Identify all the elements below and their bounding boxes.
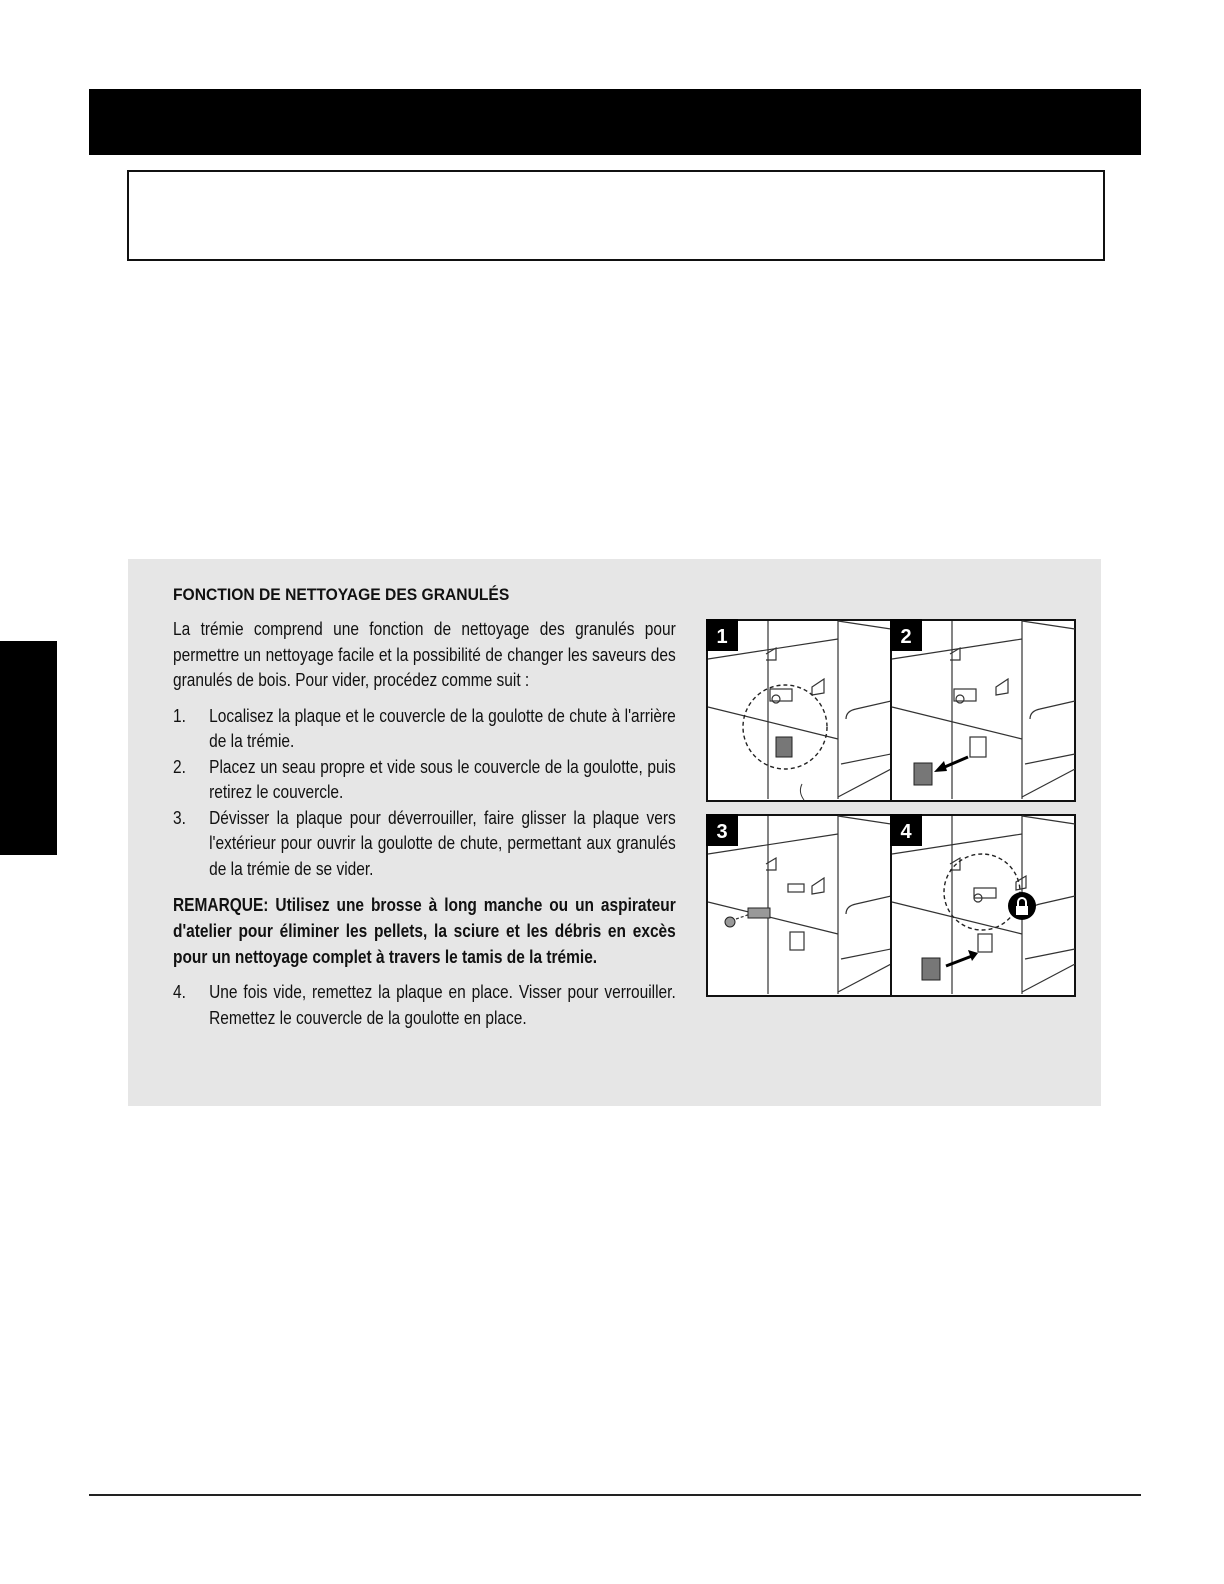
chute-cover-remove-illustration-icon (890, 619, 1076, 802)
plate-lock-illustration-icon (890, 814, 1076, 997)
figure-3 (706, 814, 892, 997)
figure-label: 3 (716, 821, 728, 843)
step-text: Une fois vide, remettez la plaque en place. Visser pour verrouiller. Remettez le couvercle de la goulotte en place. (209, 982, 676, 1028)
empty-notice-box (127, 170, 1105, 261)
figure-label: 4 (900, 821, 912, 843)
list-item (173, 806, 676, 883)
step-number: 3. (173, 807, 186, 828)
step-number: 4. (173, 982, 186, 1002)
intro-paragraph: La trémie comprend une fonction de nettoyage des granulés pour permettre un nettoyage facile et la possibilité de changer les saveurs des granulés de bois. Pour vider, procédez comme suit : (173, 619, 676, 690)
instructions-column (173, 585, 677, 1031)
figure-4 (890, 814, 1076, 997)
list-item (173, 704, 676, 755)
list-item (173, 980, 676, 1031)
section-side-tab (0, 641, 57, 855)
figure-label: 1 (716, 626, 728, 648)
figure-label: 2 (900, 626, 912, 648)
final-steps-list (173, 980, 677, 1031)
figure-1 (706, 619, 892, 802)
step-text: Localisez la plaque et le couvercle de la goulotte de chute à l'arrière de la trémie. (209, 705, 676, 751)
section-heading: FONCTION DE NETTOYAGE DES GRANULÉS (173, 585, 510, 604)
chute-locate-illustration-icon (706, 619, 892, 802)
remark-note: REMARQUE: Utilisez une brosse à long manche ou un aspirateur d'atelier pour éliminer les pellets, la sciure et les débris en excès pour un nettoyage complet à travers le tamis de la trémie. (173, 895, 676, 967)
header-bar (89, 89, 1141, 155)
figure-2 (890, 619, 1076, 802)
footer-rule (89, 1494, 1141, 1496)
step-text: Dévisser la plaque pour déverrouiller, faire glisser la plaque vers l'extérieur pour ouvrir la goulotte de chute, permettant aux granulés de la trémie de se vider. (209, 807, 676, 879)
step-number: 1. (173, 705, 186, 726)
list-item (173, 755, 676, 806)
steps-list (173, 704, 677, 883)
plate-unscrew-illustration-icon (706, 814, 892, 997)
step-number: 2. (173, 756, 186, 777)
step-text: Placez un seau propre et vide sous le couvercle de la goulotte, puis retirez le couvercle. (209, 756, 676, 802)
